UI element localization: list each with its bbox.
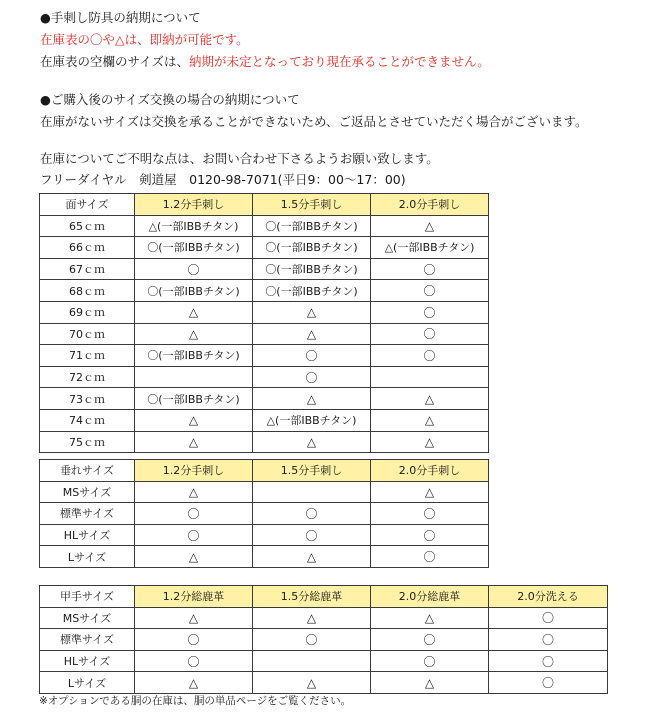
size-cell: 73ｃｍ xyxy=(40,388,135,410)
exchange-heading: ●ご購入後のサイズ交換の場合の納期について xyxy=(40,92,300,107)
size-cell: MSサイズ xyxy=(40,607,135,629)
size-cell: 67ｃｍ xyxy=(40,258,135,280)
size-cell: 74ｃｍ xyxy=(40,409,135,431)
stock-status-cell: 〇(一部IBBチタン) xyxy=(253,280,371,302)
product-column-header: 2.0分洗える xyxy=(489,586,608,608)
stock-status-cell: 〇 xyxy=(371,546,489,568)
product-column-header: 1.2分手刺し xyxy=(135,194,253,216)
stock-status-cell: 〇 xyxy=(371,345,489,367)
stock-status-cell: 〇 xyxy=(135,258,253,280)
blank-size-note xyxy=(40,53,490,71)
phone-text: フリーダイヤル 剣道屋 0120-98-7071(平日9：00〜17：00) xyxy=(40,172,406,187)
product-column-header: 1.2分手刺し xyxy=(135,460,253,482)
stock-status-cell: △ xyxy=(253,388,371,410)
size-cell: 68ｃｍ xyxy=(40,280,135,302)
size-cell: Lサイズ xyxy=(40,546,135,568)
stock-status-cell: △ xyxy=(135,546,253,568)
stock-status-cell: △ xyxy=(371,388,489,410)
stock-status-cell xyxy=(135,366,253,388)
blank-size-prefix: 在庫表の空欄のサイズは、 xyxy=(40,54,190,69)
product-column-header: 2.0分総鹿革 xyxy=(371,586,489,608)
stock-status-cell: 〇(一部IBBチタン) xyxy=(135,280,253,302)
stock-status-cell: 〇 xyxy=(253,366,371,388)
stock-status-cell: △ xyxy=(135,301,253,323)
stock-status-cell: △ xyxy=(253,546,371,568)
stock-status-cell: △ xyxy=(253,607,371,629)
blank-size-warning: 納期が未定となっており現在承ることができません。 xyxy=(189,54,490,69)
size-cell: Lサイズ xyxy=(40,672,135,694)
size-column-header: 面サイズ xyxy=(40,194,135,216)
stock-status-cell: 〇 xyxy=(489,650,608,672)
stock-status-cell: △ xyxy=(135,481,253,503)
table-header-row xyxy=(40,460,489,482)
stock-status-cell: △ xyxy=(371,431,489,453)
table-row xyxy=(40,301,489,323)
stock-status-cell: 〇 xyxy=(135,524,253,546)
table-row xyxy=(40,323,489,345)
table-header-row xyxy=(40,194,489,216)
table-row xyxy=(40,524,489,546)
stock-status-cell: △ xyxy=(253,301,371,323)
size-cell: 69ｃｍ xyxy=(40,301,135,323)
stock-status-cell: △(一部IBBチタン) xyxy=(371,237,489,259)
stock-status-cell: 〇 xyxy=(371,280,489,302)
size-column-header: 甲手サイズ xyxy=(40,586,135,608)
stock-status-cell: 〇 xyxy=(135,629,253,651)
table-row xyxy=(40,503,489,525)
stock-status-cell: 〇 xyxy=(489,629,608,651)
stock-status-cell: 〇 xyxy=(371,258,489,280)
stock-status-cell: 〇 xyxy=(371,524,489,546)
stock-status-cell: 〇 xyxy=(371,323,489,345)
size-cell: 標準サイズ xyxy=(40,629,135,651)
stock-status-cell: 〇(一部IBBチタン) xyxy=(135,388,253,410)
stock-status-cell: △ xyxy=(371,481,489,503)
stock-status-cell: 〇 xyxy=(253,629,371,651)
table-row xyxy=(40,672,608,694)
table-row xyxy=(40,409,489,431)
product-column-header: 1.5分手刺し xyxy=(253,194,371,216)
stock-status-cell: △ xyxy=(371,409,489,431)
stock-status-cell: 〇(一部IBBチタン) xyxy=(135,237,253,259)
stock-status-cell xyxy=(253,650,371,672)
product-column-header: 1.5分総鹿革 xyxy=(253,586,371,608)
stock-status-cell: 〇 xyxy=(489,607,608,629)
tare-stock-table xyxy=(39,459,489,568)
stock-status-cell: 〇 xyxy=(253,524,371,546)
stock-status-cell: △ xyxy=(253,672,371,694)
product-column-header: 1.5分手刺し xyxy=(253,460,371,482)
footnote: ※オプションである胴の在庫は、胴の単品ページをご覧ください。 xyxy=(39,695,352,707)
exchange-text: 在庫がないサイズは交換を承ることができないため、ご返品とさせていただく場合がございます。 xyxy=(40,114,588,129)
table-row xyxy=(40,650,608,672)
size-cell: MSサイズ xyxy=(40,481,135,503)
stock-status-cell: △ xyxy=(135,323,253,345)
delivery-available-note: 在庫表の〇や△は、即納が可能です。 xyxy=(40,32,249,47)
stock-status-cell: △ xyxy=(135,607,253,629)
stock-status-cell: △ xyxy=(253,431,371,453)
table-row xyxy=(40,629,608,651)
size-cell: 72ｃｍ xyxy=(40,366,135,388)
stock-status-cell: 〇(一部IBBチタン) xyxy=(253,258,371,280)
table-row xyxy=(40,237,489,259)
stock-status-cell: △ xyxy=(371,215,489,237)
table-row xyxy=(40,258,489,280)
stock-status-cell: 〇 xyxy=(135,650,253,672)
size-cell: 66ｃｍ xyxy=(40,237,135,259)
stock-status-cell xyxy=(253,481,371,503)
table-row xyxy=(40,546,489,568)
stock-status-cell: △ xyxy=(135,409,253,431)
kote-stock-table xyxy=(39,585,608,694)
size-cell: HLサイズ xyxy=(40,650,135,672)
stock-status-cell: 〇(一部IBBチタン) xyxy=(135,345,253,367)
size-cell: 71ｃｍ xyxy=(40,345,135,367)
stock-status-cell: △ xyxy=(253,323,371,345)
stock-status-cell: 〇(一部IBBチタン) xyxy=(253,215,371,237)
stock-status-cell: 〇 xyxy=(371,503,489,525)
product-column-header: 2.0分手刺し xyxy=(371,194,489,216)
table-row xyxy=(40,345,489,367)
stock-status-cell: 〇 xyxy=(371,301,489,323)
product-column-header: 2.0分手刺し xyxy=(371,460,489,482)
stock-status-cell: 〇 xyxy=(371,629,489,651)
size-cell: 65ｃｍ xyxy=(40,215,135,237)
stock-status-cell: 〇 xyxy=(489,672,608,694)
size-cell: 標準サイズ xyxy=(40,503,135,525)
stock-status-cell: △ xyxy=(371,672,489,694)
delivery-heading: ●手刺し防具の納期について xyxy=(40,10,201,25)
stock-status-cell: △(一部IBBチタン) xyxy=(253,409,371,431)
table-row xyxy=(40,481,489,503)
table-row xyxy=(40,607,608,629)
stock-status-cell: 〇 xyxy=(253,503,371,525)
stock-status-cell: △ xyxy=(135,672,253,694)
size-column-header: 垂れサイズ xyxy=(40,460,135,482)
table-row xyxy=(40,215,489,237)
table-row xyxy=(40,388,489,410)
product-column-header: 1.2分総鹿革 xyxy=(135,586,253,608)
stock-status-cell: 〇 xyxy=(135,503,253,525)
table-row xyxy=(40,366,489,388)
table-row xyxy=(40,280,489,302)
table-header-row xyxy=(40,586,608,608)
size-cell: HLサイズ xyxy=(40,524,135,546)
size-cell: 75ｃｍ xyxy=(40,431,135,453)
stock-status-cell: △ xyxy=(135,431,253,453)
size-cell: 70ｃｍ xyxy=(40,323,135,345)
stock-status-cell: △ xyxy=(371,607,489,629)
stock-status-cell xyxy=(371,366,489,388)
men-stock-table xyxy=(39,193,489,453)
stock-status-cell: 〇 xyxy=(371,650,489,672)
stock-status-cell: 〇(一部IBBチタン) xyxy=(253,237,371,259)
stock-status-cell: 〇 xyxy=(253,345,371,367)
stock-status-cell: △(一部IBBチタン) xyxy=(135,215,253,237)
contact-text: 在庫についてご不明な点は、お問い合わせ下さるようお願い致します。 xyxy=(40,151,439,166)
table-row xyxy=(40,431,489,453)
